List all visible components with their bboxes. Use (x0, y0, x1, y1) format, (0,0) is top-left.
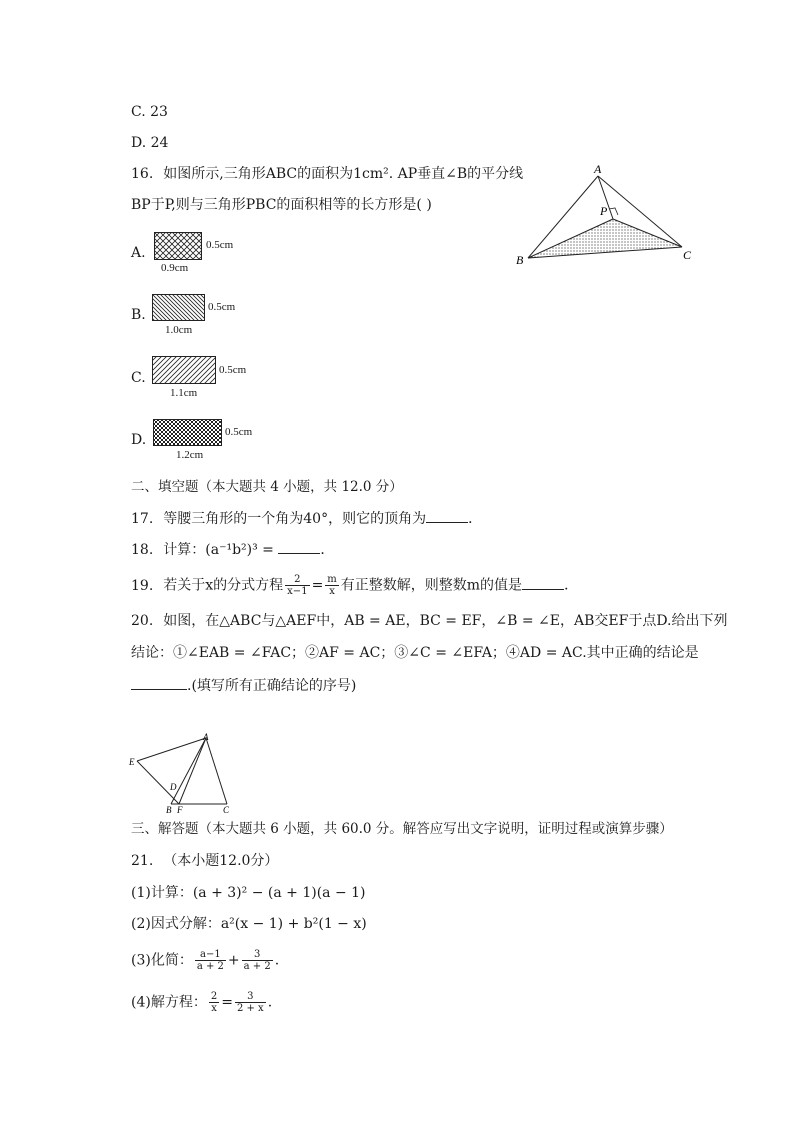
q16-option-a-width: 0.9cm (161, 262, 189, 274)
q20-label-f: F (177, 805, 183, 815)
q21-p3-pre: (3)化简： (131, 952, 193, 969)
q21-p3-f1-den: a + 2 (196, 961, 224, 972)
q16-option-b-height: 0.5cm (208, 301, 236, 313)
q19-frac2-num: m (327, 574, 337, 585)
q20-label-c: C (223, 805, 230, 815)
q20-label-d: D (170, 782, 177, 792)
q16-number: 16. (131, 166, 154, 182)
q19-frac2-den: x (329, 586, 335, 597)
q16-option-d-letter: D. (131, 432, 147, 448)
q17-end: ． (468, 511, 483, 527)
q21-part-1: (1)计算：(a + 3)² − (a + 1)(a − 1) (131, 885, 366, 901)
q21-p4-f2-num: 3 (235, 991, 266, 1003)
q17-text: 等腰三角形的一个角为40°，则它的顶角为 (163, 511, 427, 527)
q19-fraction-2 (325, 574, 338, 597)
q18-end: ． (320, 542, 335, 558)
q16-label-c: C (683, 248, 692, 262)
q20-text-3: .(填写所有正确结论的序号) (187, 678, 357, 694)
q16-option-a-height: 0.5cm (206, 239, 234, 251)
q20-line1 (131, 611, 728, 631)
q16-option-d-width: 1.2cm (176, 449, 204, 461)
q21-part-2: (2)因式分解：a²(x − 1) + b²(1 − x) (131, 916, 367, 932)
option-d: D. 24 (131, 135, 169, 151)
q16-option-a-rect (154, 232, 202, 260)
q16-option-c-height: 0.5cm (219, 364, 247, 376)
q16-option-b-rect (152, 294, 205, 321)
option-c: C. 23 (131, 104, 168, 120)
q16-option-a-letter: A. (131, 245, 146, 261)
q21-p4-f1-den: x (211, 1003, 217, 1014)
q21-p4-f2-den: 2 + x (236, 1003, 264, 1014)
q21-p3-fraction-1 (195, 949, 226, 972)
q19-end: ． (564, 577, 579, 594)
q19-post: 有正整数解，则整数m的值是 (340, 577, 523, 594)
q19-frac1-den: x−1 (287, 586, 308, 597)
q18-number: 18. (131, 542, 154, 558)
q19-blank[interactable] (522, 575, 564, 590)
q16-option-b-width: 1.0cm (165, 324, 193, 336)
q21-p3-fraction-2 (242, 949, 273, 972)
q16-text-1: 如图所示,三角形ABC的面积为1cm². AP垂直∠B的平分线 (163, 166, 524, 182)
q21-heading (131, 851, 278, 871)
q20-line2: 结论：①∠EAB = ∠FAC；②AF = AC；③∠C = ∠EFA；④AD = AC.其中正确的结论是 (131, 645, 699, 661)
q21-part-4 (131, 991, 272, 1014)
q20-number: 20. (131, 613, 154, 629)
q19-fraction-1 (285, 574, 309, 597)
q21-p3-f2-den: a + 2 (243, 961, 271, 972)
q16-label-b: B (516, 253, 524, 267)
q21-p4-fraction-2 (235, 991, 266, 1014)
q16-option-c-width: 1.1cm (170, 387, 198, 399)
q21-p4-fraction-1 (209, 991, 219, 1014)
q18 (131, 539, 334, 560)
q16-option-c-rect (152, 356, 216, 384)
q20-triangle-figure (126, 730, 238, 816)
q16-label-a: A (594, 162, 602, 176)
q16-line1 (131, 164, 523, 184)
q21-title: （本小题12.0分） (163, 853, 279, 869)
q16-option-b-letter: B. (131, 307, 146, 323)
q16-option-c-letter: C. (131, 370, 146, 386)
q20-line3 (131, 675, 356, 696)
q21-p4-eq: = (221, 994, 233, 1011)
q17-number: 17. (131, 511, 154, 527)
q21-p3-plus: + (227, 952, 240, 969)
q19-eq: = (311, 577, 324, 594)
q16-option-d-height: 0.5cm (225, 426, 253, 438)
q21-p4-pre: (4)解方程： (131, 994, 207, 1011)
q21-p3-f2-num: 3 (242, 949, 273, 961)
q21-p3-end: . (274, 952, 280, 969)
section-3-heading: 三、解答题（本大题共 6 小题，共 60.0 分。解答应写出文字说明，证明过程或演算步骤） (131, 821, 673, 837)
q18-text: 计算：(a⁻¹b²)³ = (163, 542, 274, 558)
q19 (131, 574, 578, 597)
q21-number: 21. (131, 853, 154, 869)
q20-label-a: A (203, 732, 209, 742)
q17 (131, 508, 482, 529)
q21-p4-f1-num: 2 (210, 991, 218, 1002)
q21-part-3 (131, 949, 279, 972)
q18-blank[interactable] (278, 539, 320, 554)
q21-p3-f1-num: a−1 (195, 949, 226, 961)
section-2-heading: 二、填空题（本大题共 4 小题，共 12.0 分） (131, 479, 403, 495)
q21-p4-end: . (267, 994, 273, 1011)
q20-blank[interactable] (131, 675, 187, 690)
q20-label-b: B (166, 805, 172, 815)
q17-blank[interactable] (426, 508, 468, 523)
q19-frac1-num: 2 (285, 574, 309, 586)
q16-option-d-rect (153, 419, 222, 446)
q16-line2: BP于P,则与三角形PBC的面积相等的长方形是( ) (131, 197, 432, 213)
q20-text-1: 如图，在△ABC与△AEF中，AB = AE，BC = EF，∠B = ∠E，AB交EF于点D.给出下列 (163, 613, 728, 629)
q16-label-p: P (600, 204, 608, 218)
q16-triangle-figure (510, 160, 700, 272)
q19-number: 19. (131, 577, 154, 594)
q19-pre: 若关于x的分式方程 (163, 577, 284, 594)
q20-label-e: E (129, 757, 135, 767)
